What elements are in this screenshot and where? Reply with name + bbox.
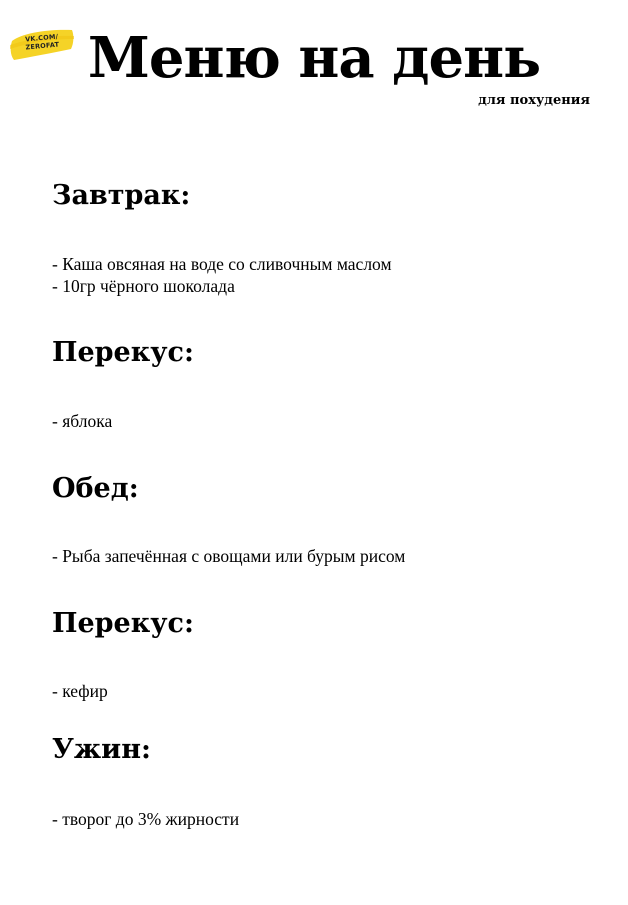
list-item: - Рыба запечённая с овощами или бурым рисом <box>52 546 406 566</box>
list-item: - 10гр чёрного шоколада <box>52 276 235 296</box>
section-list-snack-1 <box>52 410 112 432</box>
section-list-breakfast <box>52 253 392 297</box>
section-heading-breakfast: Завтрак: <box>52 180 191 211</box>
logo-line-1: VK.COM/ <box>24 32 59 44</box>
section-heading-snack-2: Перекус: <box>52 608 194 639</box>
list-item: - Каша овсяная на воде со сливочным маслом <box>52 254 392 274</box>
page-subtitle: для похудения <box>478 93 590 108</box>
section-heading-dinner: Ужин: <box>52 734 151 765</box>
section-list-dinner <box>52 808 239 830</box>
page-title: Меню на день <box>87 25 541 91</box>
logo-line-2: ZEROFAT <box>25 40 60 52</box>
section-list-lunch <box>52 545 405 567</box>
list-item: - творог до 3% жирности <box>52 809 240 829</box>
section-heading-lunch: Обед: <box>52 473 139 504</box>
section-heading-snack-1: Перекус: <box>52 337 194 368</box>
list-item: - кефир <box>52 681 108 701</box>
list-item: - яблока <box>52 411 113 431</box>
section-list-snack-2 <box>52 680 108 702</box>
